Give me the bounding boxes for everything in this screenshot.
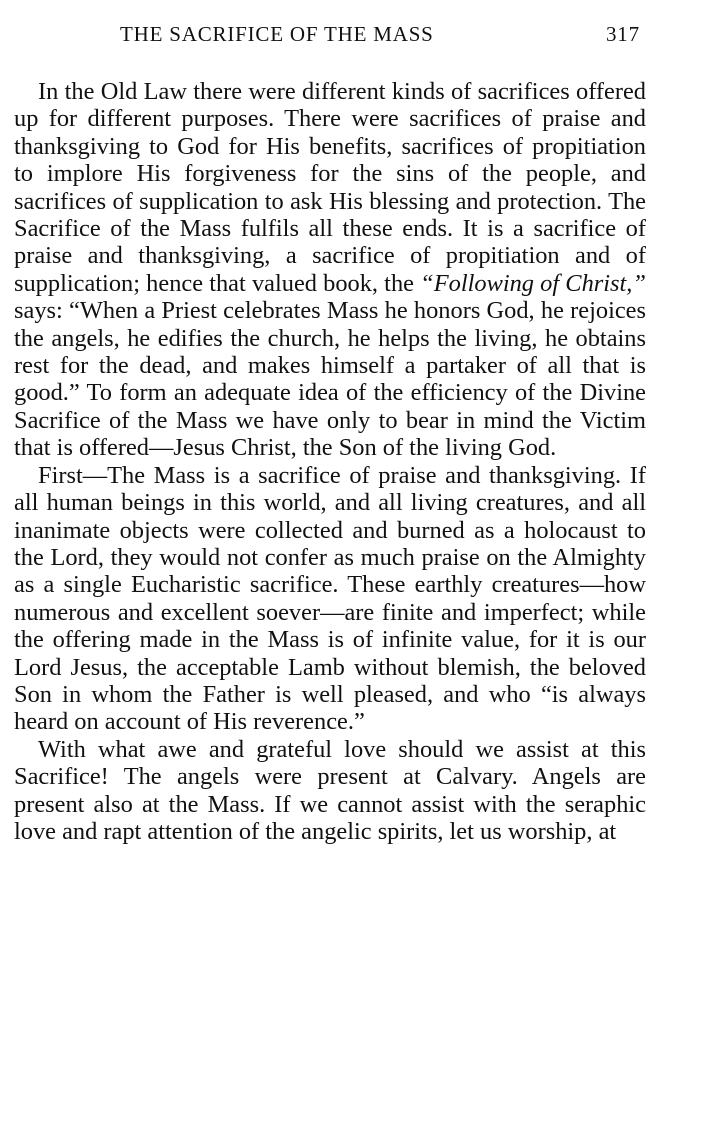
paragraph-3: With what awe and grateful love should we assist at this Sacrifice! The angels were present at Calvary. Angels are present also at the Mass. If we cannot assist with the seraphic love and rapt attention of the angelic spirits, let us worship, at [14, 735, 646, 845]
page-number: 317 [606, 22, 640, 46]
book-title-following-of-christ: “Following of Christ,” [420, 269, 646, 297]
running-header [0, 22, 701, 50]
running-title: THE SACRIFICE OF THE MASS [120, 22, 434, 46]
paragraph-1-text-start: In the Old Law there were different kinds of sacrifices offered up for different purposes. There were sacrifices of praise and thanksgiving to God for His benefits, sacrifices of propitiation to implore His forgiveness for the sins of the people, and sacrifices of supplication to ask His blessing and protection. The Sacrifice of the Mass fulfils all these ends. It is a sacrifice of praise and thanksgiving, a sacrifice of propitiation and of supplication; hence that valued book, the [14, 78, 646, 297]
body-text [14, 78, 646, 845]
paragraph-1-text-end: says: “When a Priest celebrates Mass he honors God, he rejoices the angels, he edifies the church, he helps the living, he obtains rest for the dead, and makes himself a partaker of all that is good.” To form an adequate idea of the efficiency of the Divine Sacrifice of the Mass we have only to bear in mind the Victim that is offered—Jesus Christ, the Son of the living God. [14, 297, 646, 462]
paragraph-2: First—The Mass is a sacrifice of praise and thanksgiving. If all human beings in this world, and all living creatures, and all inanimate objects were collected and burned as a holocaust to the Lord, they would not confer as much praise on the Almighty as a single Eucharistic sacrifice. These earthly creatures—how numerous and excellent soever—are finite and imperfect; while the offering made in the Mass is of infinite value, for it is our Lord Jesus, the acceptable Lamb without blemish, the beloved Son in whom the Father is well pleased, and who “is always heard on account of His reverence.” [14, 461, 646, 736]
paragraph-1 [14, 78, 646, 462]
